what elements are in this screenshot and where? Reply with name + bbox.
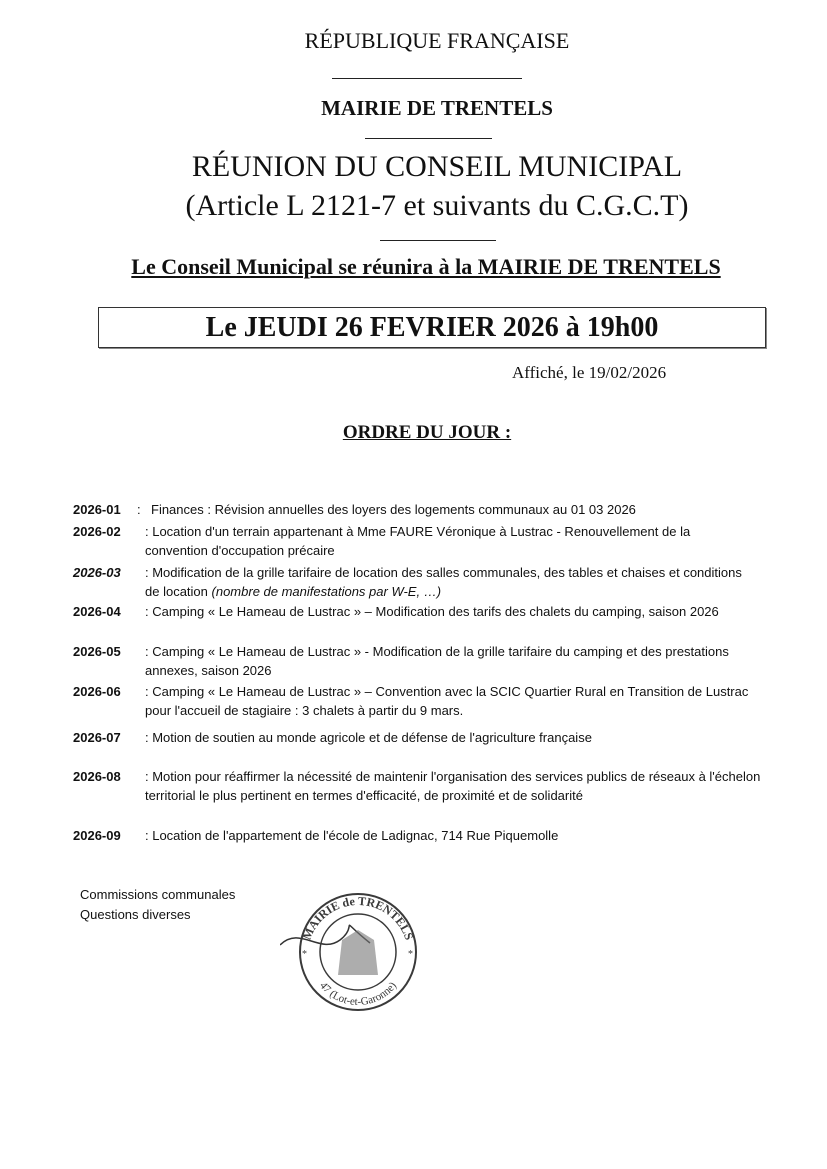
item-code: 2026-02 xyxy=(73,524,121,539)
item-separator: : xyxy=(137,502,141,517)
mairie-stamp xyxy=(280,885,430,1025)
item-code: 2026-05 xyxy=(73,644,121,659)
stamp-bottom-text: 47 (Lot-et-Garonne) xyxy=(317,979,399,1009)
item-text: : Modification de la grille tarifaire de location des salles communales, des tables et chaises et conditions de location xyxy=(145,565,742,599)
item-code: 2026-06 xyxy=(73,684,121,699)
divider xyxy=(365,138,492,139)
posted-date: Affiché, le 19/02/2026 xyxy=(512,363,667,382)
stamp-top-text: MAIRIE de TRENTELS xyxy=(299,893,417,942)
item-text: : Location d'un terrain appartenant à Mme FAURE Véronique à Lustrac - Renouvellement de la convention d'occupation précaire xyxy=(145,524,691,558)
divider xyxy=(380,240,496,241)
footer-commissions: Commissions communales xyxy=(80,887,236,902)
item-text: : Location de l'appartement de l'école de Ladignac, 714 Rue Piquemolle xyxy=(145,828,559,843)
footer-questions: Questions diverses xyxy=(80,907,191,922)
divider xyxy=(332,78,522,79)
item-code: 2026-01 xyxy=(73,502,121,517)
mairie-heading: MAIRIE DE TRENTELS xyxy=(321,96,553,120)
item-text: : Motion pour réaffirmer la nécessité de maintenir l'organisation des services publics de réseaux à l'échelon territorial le plus pertinent en termes d'efficacité, de proximité et de solidarité xyxy=(145,769,761,803)
item-code: 2026-03 xyxy=(73,565,121,580)
item-code: 2026-09 xyxy=(73,828,121,843)
agenda-title: ORDRE DU JOUR : xyxy=(342,422,512,443)
item-text: : Motion de soutien au monde agricole et de défense de l'agriculture française xyxy=(145,730,592,745)
item-note: (nombre de manifestations par W-E, …) xyxy=(211,584,442,599)
item-code: 2026-08 xyxy=(73,769,121,784)
republic-heading: RÉPUBLIQUE FRANÇAISE xyxy=(304,28,570,53)
meeting-title: RÉUNION DU CONSEIL MUNICIPAL xyxy=(191,150,683,183)
article-reference: (Article L 2121-7 et suivants du C.G.C.T) xyxy=(185,189,689,222)
meeting-date-box: Le JEUDI 26 FEVRIER 2026 à 19h00 xyxy=(98,307,766,348)
announcement: Le Conseil Municipal se réunira à la MAIRIE DE TRENTELS xyxy=(131,254,721,279)
item-text: : Camping « Le Hameau de Lustrac » – Convention avec la SCIC Quartier Rural en Transition de Lustrac pour l'accueil de stagiaire : 3 chalets à partir du 9 mars. xyxy=(145,684,749,718)
item-code: 2026-07 xyxy=(73,730,121,745)
item-text: : Camping « Le Hameau de Lustrac » – Modification des tarifs des chalets du camping, saison 2026 xyxy=(145,604,719,619)
svg-text:*: * xyxy=(302,949,307,960)
item-code: 2026-04 xyxy=(73,604,121,619)
item-text: : Camping « Le Hameau de Lustrac » - Modification de la grille tarifaire du camping et des prestations annexes, saison 2026 xyxy=(145,644,729,678)
svg-text:*: * xyxy=(408,949,413,960)
item-text: Finances : Révision annuelles des loyers des logements communaux au 01 03 2026 xyxy=(151,502,636,517)
